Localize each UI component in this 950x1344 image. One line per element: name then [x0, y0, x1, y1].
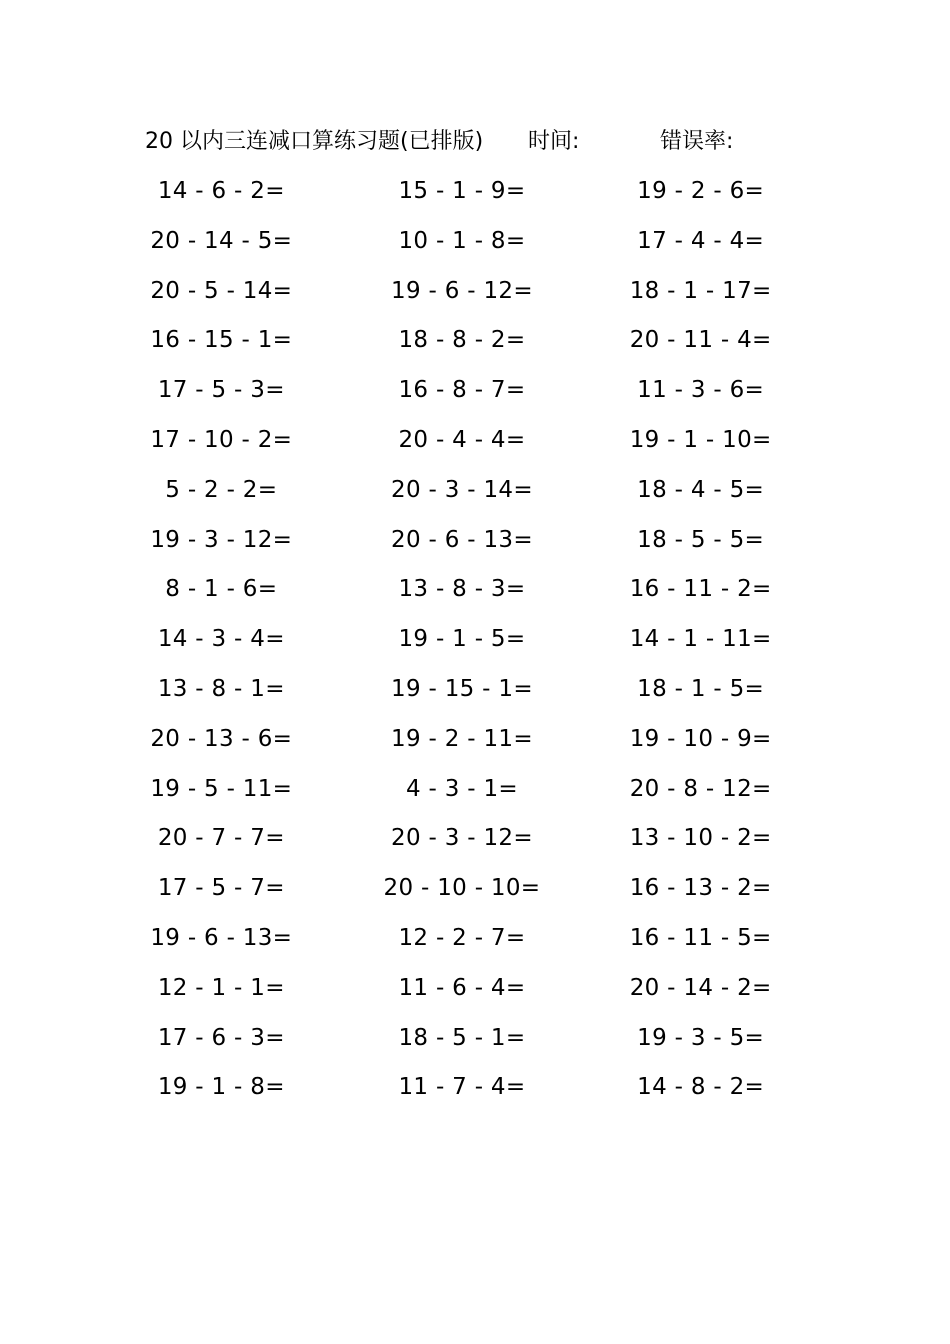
problem-item: 19 - 1 - 10=: [629, 426, 772, 453]
problem-row: [100, 172, 820, 222]
problem-item: 18 - 1 - 5=: [637, 675, 765, 702]
problem-item: 20 - 7 - 7=: [157, 825, 285, 852]
problem-row: [100, 421, 820, 471]
problem-item: 8 - 1 - 6=: [165, 576, 278, 603]
problem-row: [100, 521, 820, 571]
problem-row: [100, 222, 820, 272]
problem-item: 20 - 3 - 12=: [391, 825, 533, 852]
problem-item: 16 - 11 - 5=: [629, 924, 772, 951]
problem-item: 17 - 5 - 7=: [157, 875, 285, 902]
problem-item: 14 - 8 - 2=: [637, 1074, 765, 1101]
problem-row: [100, 620, 820, 670]
problem-item: 12 - 1 - 1=: [157, 974, 285, 1001]
problem-item: 11 - 3 - 6=: [637, 377, 765, 404]
problem-row: [100, 321, 820, 371]
problem-item: 15 - 1 - 9=: [398, 178, 526, 204]
problem-item: 20 - 14 - 2=: [629, 974, 772, 1001]
problem-item: 20 - 5 - 14=: [150, 277, 293, 304]
error-rate-label: 错误率:: [660, 129, 734, 154]
time-label: 时间:: [528, 129, 580, 154]
problem-item: 19 - 3 - 12=: [150, 526, 293, 553]
problem-row: [100, 570, 820, 620]
problem-item: 13 - 10 - 2=: [629, 825, 772, 852]
problem-item: 20 - 11 - 4=: [629, 327, 772, 354]
problem-row: [100, 1019, 820, 1069]
worksheet-title: 20 以内三连减口算练习题(已排版): [145, 129, 484, 154]
problem-item: 20 - 3 - 14=: [391, 476, 533, 503]
problem-item: 16 - 8 - 7=: [398, 377, 526, 404]
problem-item: 19 - 1 - 5=: [398, 626, 526, 653]
problem-item: 18 - 5 - 1=: [398, 1024, 526, 1051]
problem-row: [100, 869, 820, 919]
problem-item: 19 - 1 - 8=: [157, 1074, 285, 1101]
problem-row: [100, 272, 820, 322]
problem-item: 4 - 3 - 1=: [405, 775, 518, 802]
problem-item: 14 - 1 - 11=: [629, 626, 772, 653]
problem-item: 19 - 10 - 9=: [629, 725, 772, 752]
problem-item: 11 - 7 - 4=: [398, 1074, 526, 1101]
problem-item: 12 - 2 - 7=: [398, 924, 526, 951]
problem-row: [100, 770, 820, 820]
problem-grid: [100, 172, 820, 1118]
problem-item: 20 - 4 - 4=: [398, 426, 526, 453]
problem-item: 14 - 6 - 2=: [157, 178, 285, 204]
problem-item: 13 - 8 - 3=: [398, 576, 526, 603]
problem-row: [100, 670, 820, 720]
problem-row: [100, 819, 820, 869]
problem-row: [100, 371, 820, 421]
problem-item: 13 - 8 - 1=: [157, 675, 285, 702]
worksheet-header: [145, 126, 785, 158]
problem-item: 17 - 6 - 3=: [157, 1024, 285, 1051]
problem-item: 19 - 6 - 12=: [391, 277, 533, 304]
problem-row: [100, 1068, 820, 1118]
problem-item: 11 - 6 - 4=: [398, 974, 526, 1001]
problem-item: 19 - 2 - 6=: [637, 178, 765, 204]
problem-item: 10 - 1 - 8=: [398, 227, 526, 254]
problem-item: 19 - 6 - 13=: [150, 924, 293, 951]
problem-item: 5 - 2 - 2=: [165, 476, 278, 503]
problem-item: 20 - 8 - 12=: [629, 775, 772, 802]
problem-item: 19 - 5 - 11=: [150, 775, 293, 802]
problem-item: 20 - 6 - 13=: [391, 526, 533, 553]
problem-item: 20 - 13 - 6=: [150, 725, 293, 752]
problem-row: [100, 471, 820, 521]
problem-item: 16 - 15 - 1=: [150, 327, 293, 354]
problem-item: 19 - 15 - 1=: [391, 675, 533, 702]
problem-row: [100, 969, 820, 1019]
problem-item: 18 - 5 - 5=: [637, 526, 765, 553]
problem-item: 19 - 2 - 11=: [391, 725, 533, 752]
problem-item: 16 - 13 - 2=: [629, 875, 772, 902]
problem-item: 20 - 14 - 5=: [150, 227, 293, 254]
problem-item: 18 - 4 - 5=: [637, 476, 765, 503]
problem-item: 17 - 10 - 2=: [150, 426, 293, 453]
problem-item: 17 - 4 - 4=: [637, 227, 765, 254]
problem-item: 19 - 3 - 5=: [637, 1024, 765, 1051]
problem-row: [100, 919, 820, 969]
problem-item: 16 - 11 - 2=: [629, 576, 772, 603]
problem-item: 18 - 8 - 2=: [398, 327, 526, 354]
problem-item: 20 - 10 - 10=: [383, 875, 541, 902]
problem-row: [100, 720, 820, 770]
problem-item: 17 - 5 - 3=: [157, 377, 285, 404]
problem-item: 18 - 1 - 17=: [629, 277, 772, 304]
problem-item: 14 - 3 - 4=: [157, 626, 285, 653]
